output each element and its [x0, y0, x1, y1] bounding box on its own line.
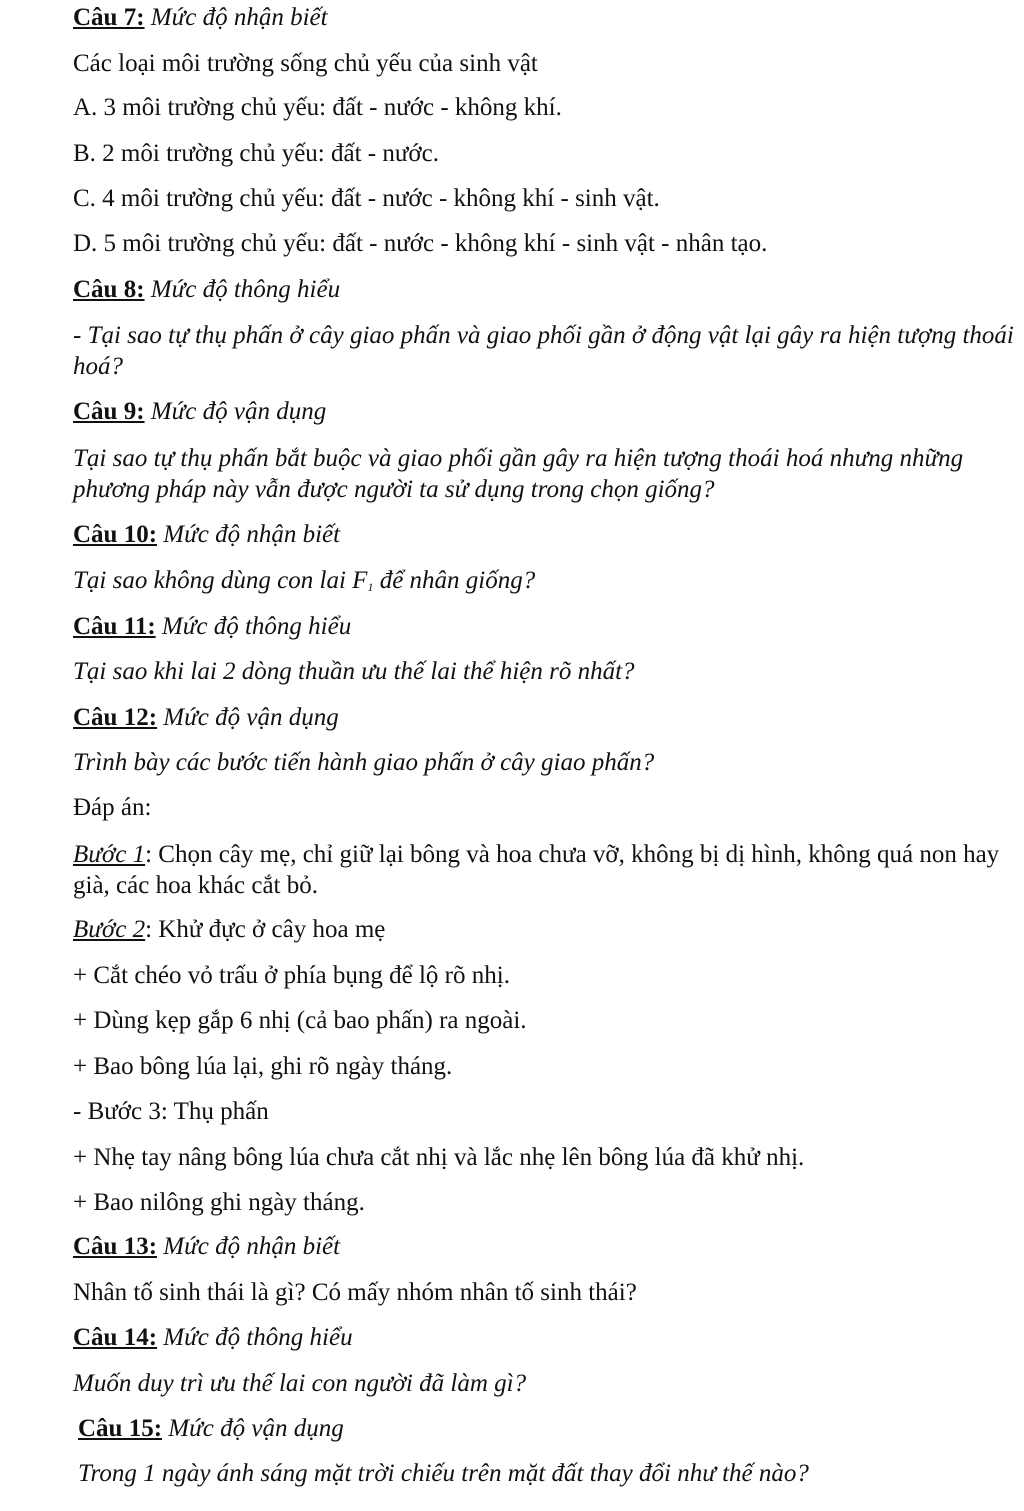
q12-step3: - Bước 3: Thụ phấn: [73, 1098, 269, 1125]
q12-step2-text: : Khử đực ở cây hoa mẹ: [145, 916, 386, 943]
q14-question: Muốn duy trì ưu thế lai con người đã làm gì?: [73, 1370, 527, 1397]
q7-level: Mức độ nhận biết: [150, 4, 328, 31]
q10-level: Mức độ nhận biết: [163, 521, 341, 548]
q12-question: Trình bày các bước tiến hành giao phấn ở cây giao phấn?: [73, 749, 655, 776]
q11-label: Câu 11:: [73, 613, 156, 640]
q15-level: Mức độ vận dụng: [168, 1415, 344, 1442]
q15-heading: [78, 1414, 344, 1444]
q9-heading: [73, 397, 326, 427]
q7-option-c: C. 4 môi trường chủ yếu: đất - nước - không khí - sinh vật.: [73, 185, 660, 212]
q14-heading: [73, 1323, 353, 1353]
q12-step3-item: + Bao nilông ghi ngày tháng.: [73, 1189, 365, 1216]
q7-option-d: D. 5 môi trường chủ yếu: đất - nước - không khí - sinh vật - nhân tạo.: [73, 230, 768, 257]
q11-heading: [73, 612, 351, 642]
q8-level: Mức độ thông hiểu: [150, 276, 341, 303]
q12-heading: [73, 703, 339, 733]
q13-label: Câu 13:: [73, 1233, 158, 1260]
q7-heading: [73, 3, 328, 33]
q10-heading: [73, 520, 340, 550]
q11-question: Tại sao khi lai 2 dòng thuần ưu thế lai thể hiện rõ nhất?: [73, 658, 635, 685]
q8-label: Câu 8:: [73, 276, 145, 303]
q12-step1-text: : Chọn cây mẹ, chỉ giữ lại bông và hoa chưa vỡ, không bị dị hình, không quá non hay già, các hoa khác cắt bỏ.: [73, 841, 1000, 899]
q12-label: Câu 12:: [73, 704, 158, 731]
q10-question: [73, 566, 535, 602]
q12-step1-label: Bước 1: [73, 841, 146, 868]
q7-option-b: B. 2 môi trường chủ yếu: đất - nước.: [73, 140, 439, 167]
q10-question-end: để nhân giống?: [373, 567, 536, 594]
q12-answer-label: Đáp án:: [73, 794, 152, 821]
q9-level: Mức độ vận dụng: [150, 398, 327, 425]
q15-question: Trong 1 ngày ánh sáng mặt trời chiếu trên mặt đất thay đổi như thế nào?: [78, 1460, 809, 1487]
q14-label: Câu 14:: [73, 1324, 158, 1351]
q12-level: Mức độ vận dụng: [163, 704, 339, 731]
q12-step2: [73, 915, 385, 945]
q7-option-a: A. 3 môi trường chủ yếu: đất - nước - không khí.: [73, 94, 562, 121]
q10-label: Câu 10:: [73, 521, 158, 548]
q12-step2-item: + Bao bông lúa lại, ghi rõ ngày tháng.: [73, 1053, 453, 1080]
q12-step2-label: Bước 2: [73, 916, 146, 943]
q9-question: Tại sao tự thụ phấn bắt buộc và giao phối gần gây ra hiện tượng thoái hoá nhưng những phương pháp này vẫn được người ta sử dụng trong chọn giống?: [73, 445, 964, 503]
q12-step3-item: + Nhẹ tay nâng bông lúa chưa cắt nhị và lắc nhẹ lên bông lúa đã khử nhị.: [73, 1144, 805, 1171]
q7-label: Câu 7:: [73, 4, 145, 31]
q11-level: Mức độ thông hiểu: [161, 613, 352, 640]
q14-level: Mức độ thông hiểu: [163, 1324, 353, 1351]
q10-question-text: Tại sao không dùng con lai F: [73, 567, 368, 594]
q13-heading: [73, 1232, 340, 1262]
q13-question: Nhân tố sinh thái là gì? Có mấy nhóm nhân tố sinh thái?: [73, 1279, 637, 1306]
q9-label: Câu 9:: [73, 398, 145, 425]
q8-heading: [73, 275, 340, 305]
q12-step2-item: + Cắt chéo vỏ trấu ở phía bụng để lộ rõ nhị.: [73, 962, 510, 989]
q13-level: Mức độ nhận biết: [163, 1233, 341, 1260]
q15-label: Câu 15:: [78, 1415, 163, 1442]
q10-subscript: 1: [367, 580, 374, 594]
q7-question: Các loại môi trường sống chủ yếu của sinh vật: [73, 50, 538, 77]
q12-step1: [73, 839, 1018, 901]
q12-step2-item: + Dùng kẹp gắp 6 nhị (cả bao phấn) ra ngoài.: [73, 1007, 527, 1034]
q8-question: - Tại sao tự thụ phấn ở cây giao phấn và giao phối gần ở động vật lại gây ra hiện tượng thoái hoá?: [73, 322, 1014, 380]
